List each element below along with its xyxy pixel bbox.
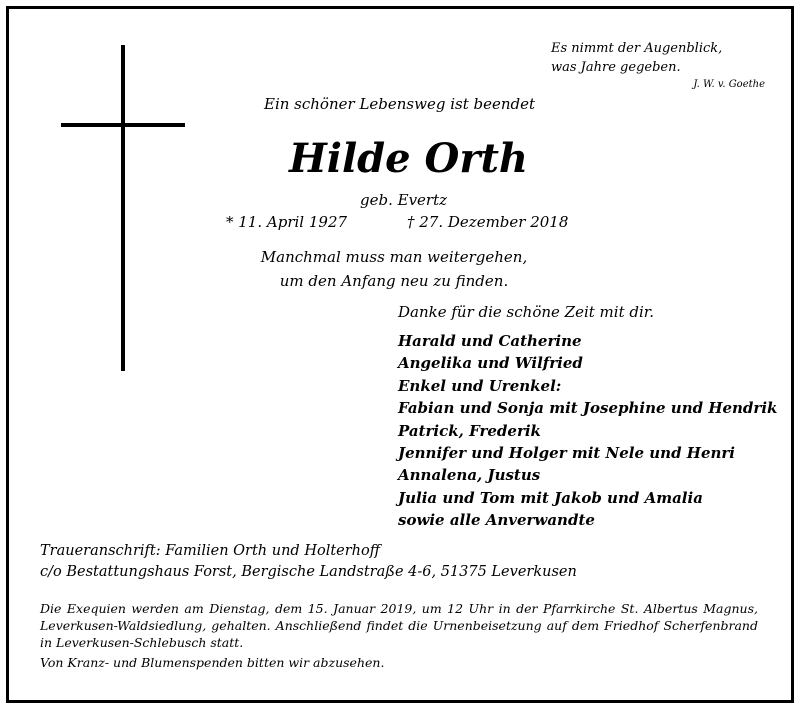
- address-line-1: Traueranschrift: Familien Orth und Holterhoff: [40, 543, 381, 559]
- motto-line-1: Manchmal muss man weitergehen,: [260, 248, 528, 266]
- death-date: † 27. Dezember 2018: [407, 213, 569, 231]
- address-line-2: c/o Bestattungshaus Forst, Bergische Landstraße 4-6, 51375 Leverkusen: [40, 564, 577, 580]
- family-member: Enkel und Urenkel:: [398, 376, 562, 395]
- family-list: [398, 330, 777, 532]
- goethe-quote-line-1: Es nimmt der Augenblick,: [551, 41, 723, 56]
- family-member: Angelika und Wilfried: [398, 354, 583, 373]
- deceased-name: Hilde Orth: [289, 135, 529, 182]
- motto: [259, 245, 529, 293]
- cross-vertical-bar: [121, 45, 125, 371]
- intro-line: Ein schöner Lebensweg ist beendet: [264, 95, 536, 113]
- quote-author: J. W. v. Goethe: [693, 79, 765, 90]
- birth-date: * 11. April 1927: [226, 213, 348, 231]
- maiden-name: geb. Evertz: [360, 191, 448, 209]
- obituary-card: [6, 6, 794, 703]
- family-member: sowie alle Anverwandte: [398, 511, 595, 530]
- mourning-address: [40, 541, 577, 583]
- motto-line-2: um den Anfang neu zu finden.: [279, 272, 509, 290]
- family-member: Julia und Tom mit Jakob und Amalia: [398, 488, 703, 507]
- funeral-notice: Die Exequien werden am Dienstag, dem 15. Januar 2019, um 12 Uhr in der Pfarrkirche St. Albertus Magnus, Leverkusen-Waldsiedlung, gehalten. Anschließend findet die Urnenbeisetzung auf dem Friedhof Scherfenbrand in Leverkusen-Schlebusch statt.: [40, 601, 758, 650]
- cross-horizontal-bar: [61, 123, 185, 127]
- thanks-line: Danke für die schöne Zeit mit dir.: [398, 303, 655, 321]
- family-member: Jennifer und Holger mit Nele und Henri: [398, 444, 736, 463]
- family-member: Annalena, Justus: [398, 466, 541, 485]
- family-member: Harald und Catherine: [398, 332, 582, 350]
- family-member: Patrick, Frederik: [398, 421, 541, 440]
- goethe-quote-line-2: was Jahre gegeben.: [551, 60, 681, 75]
- family-member: Fabian und Sonja mit Josephine und Hendrik: [398, 399, 778, 418]
- flowers-notice: Von Kranz- und Blumenspenden bitten wir abzusehen.: [40, 655, 385, 670]
